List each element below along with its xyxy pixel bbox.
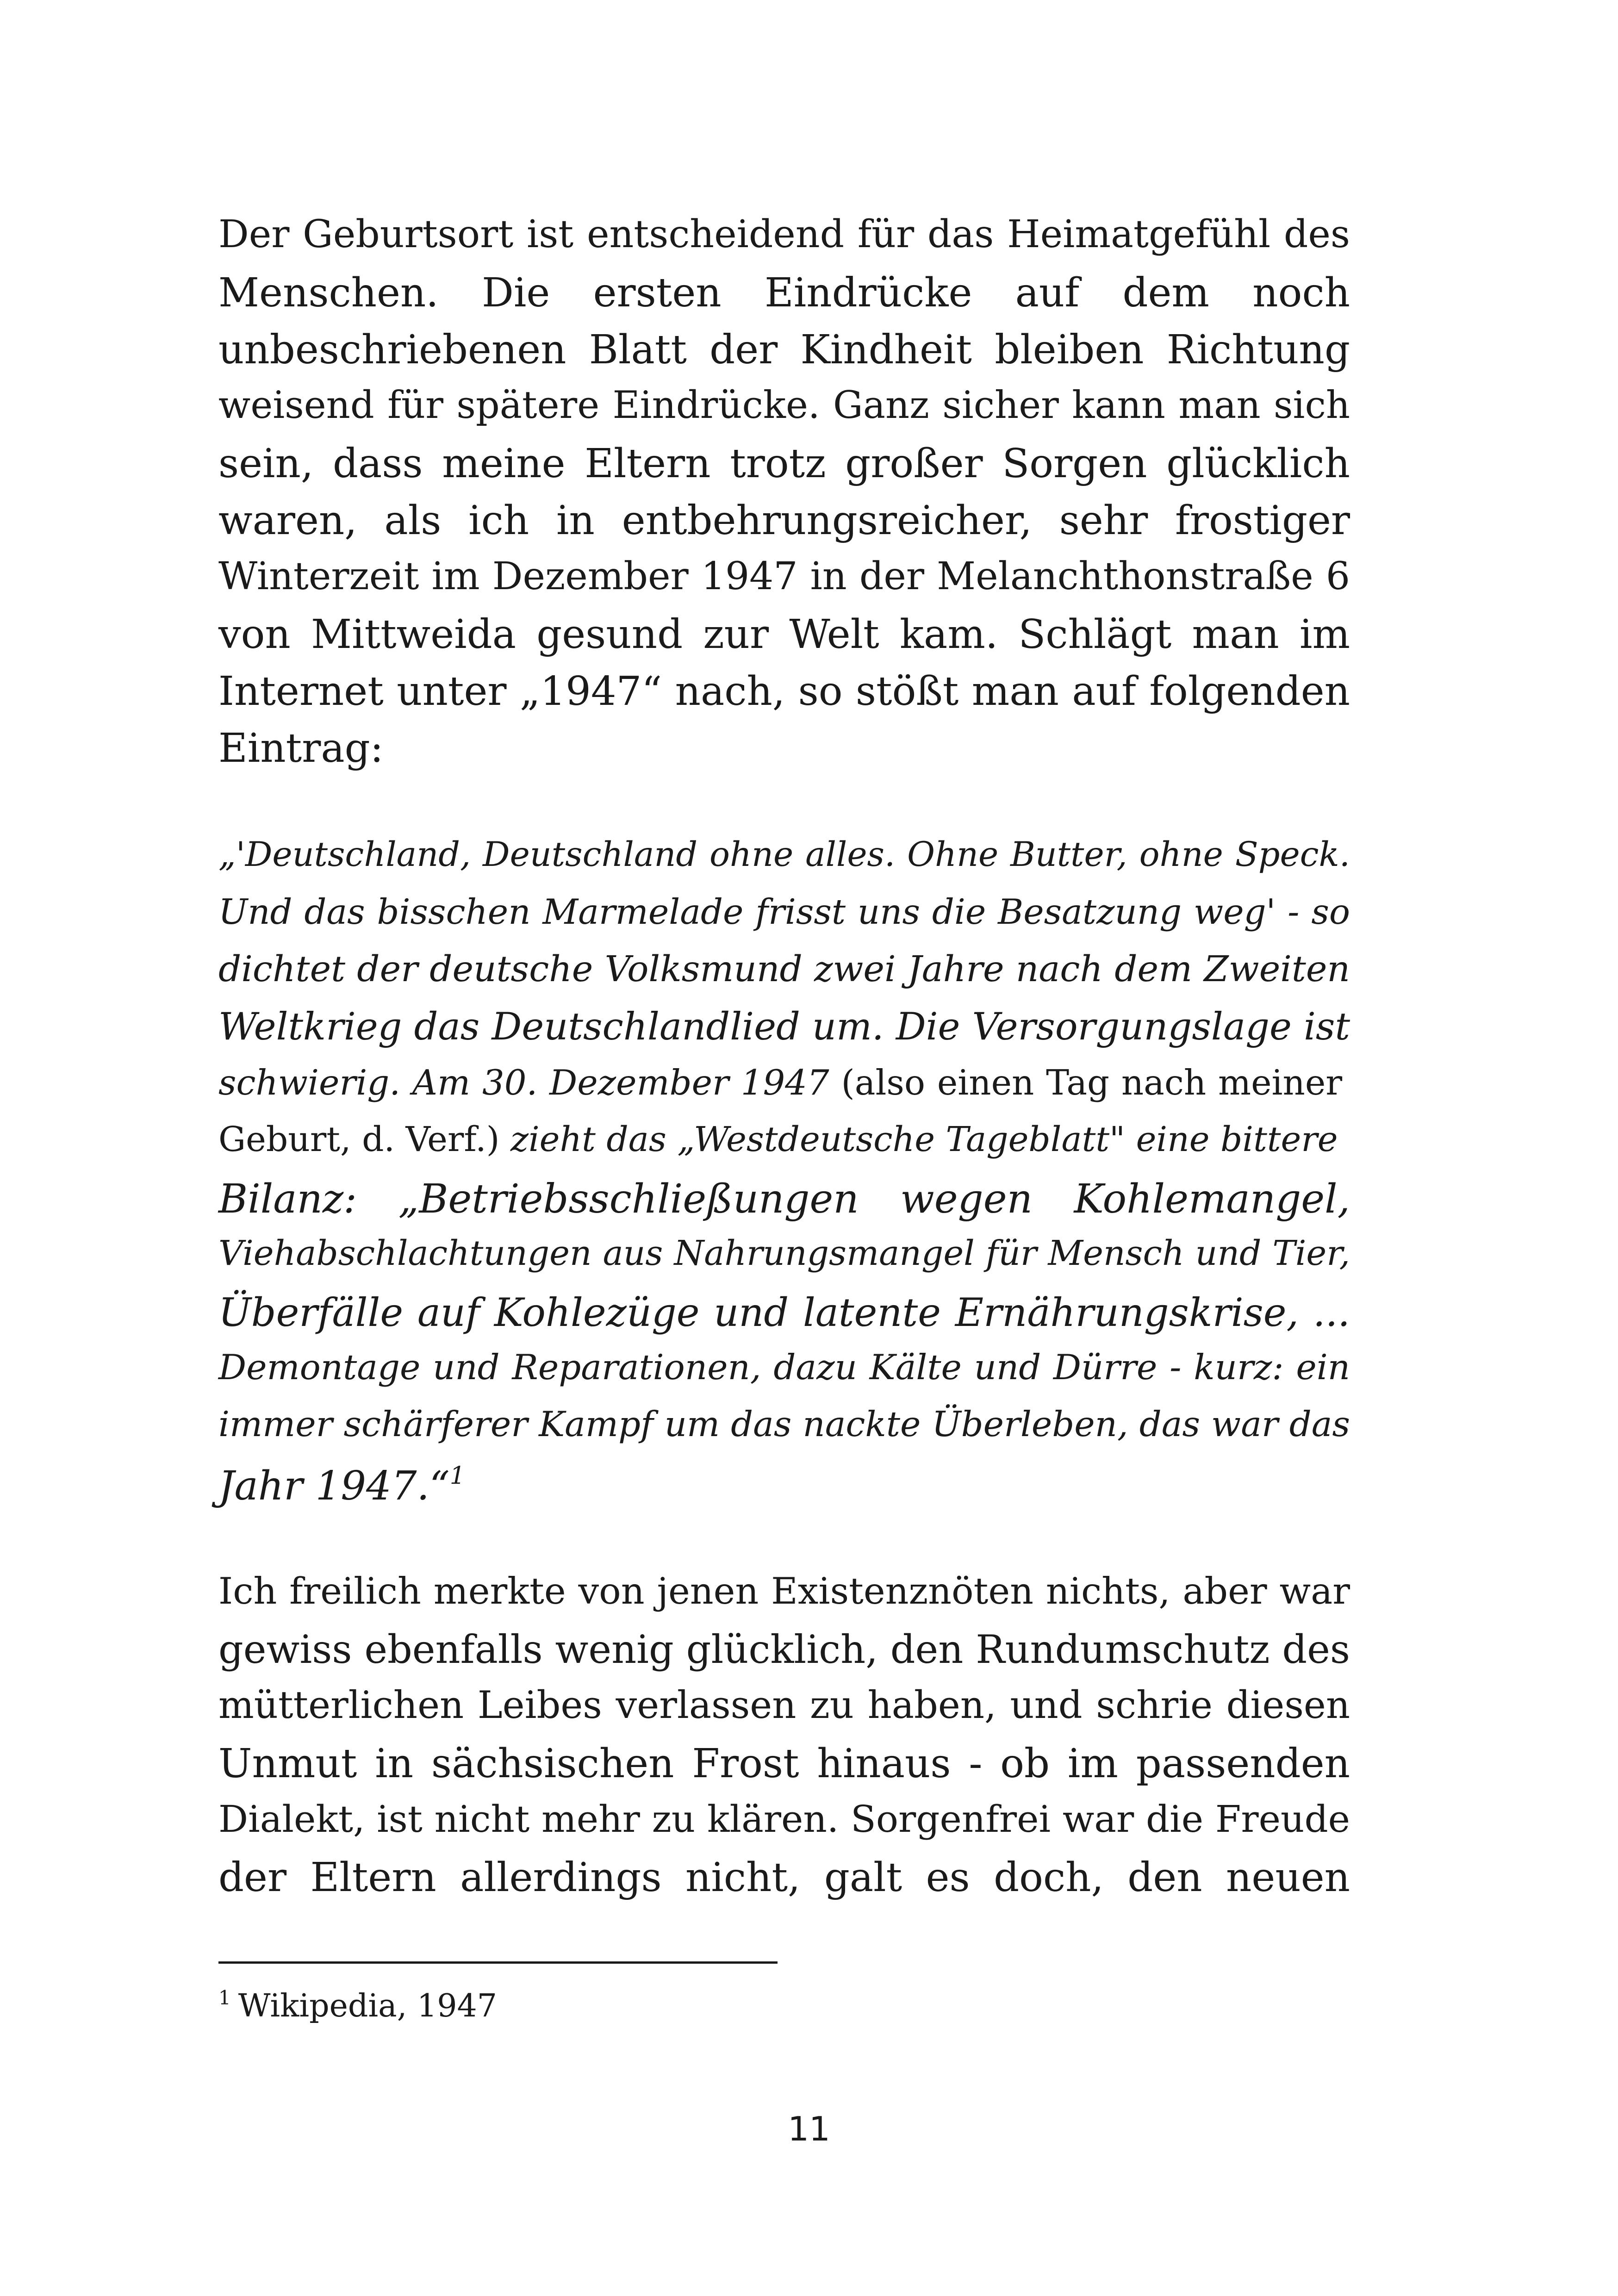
body-text-line: Ich freilich merkte von jenen Existenznöten nichts, aber war: [218, 1570, 1350, 1612]
page-number: 11: [788, 2109, 830, 2148]
body-text-line: Der Geburtsort ist entscheidend für das Heimatgefühl des: [218, 212, 1350, 256]
quote-line: Weltkrieg das Deutschlandlied um. Die Versorgungslage ist: [218, 1005, 1350, 1049]
quote-closing-text: Jahr 1947.“: [218, 1463, 450, 1509]
quote-line: Überfälle auf Kohlezüge und latente Ernährungskrise, ...: [218, 1290, 1350, 1335]
footnote-reference[interactable]: 1: [449, 1462, 465, 1490]
body-text-line: sein, dass meine Eltern trotz großer Sorgen glücklich: [218, 441, 1350, 487]
quote-line: Demontage und Reparationen, dazu Kälte und Dürre - kurz: ein: [218, 1347, 1350, 1388]
body-text-line: Dialekt, ist nicht mehr zu klären. Sorgenfrei war die Freude: [218, 1798, 1350, 1841]
body-text-line: Winterzeit im Dezember 1947 in der Melanchthonstraße 6: [218, 554, 1350, 598]
body-text-line: gewiss ebenfalls wenig glücklich, den Rundumschutz des: [218, 1627, 1350, 1672]
author-note-segment: Geburt, d. Verf.): [218, 1120, 500, 1159]
quote-line: Und das bisschen Marmelade frisst uns die Besatzung weg' - so: [218, 891, 1350, 932]
body-text-line: Menschen. Die ersten Eindrücke auf dem noch: [218, 270, 1350, 316]
quote-line-mixed: [218, 1122, 1350, 1157]
quote-line-mixed: [218, 1062, 1350, 1103]
quote-line: Bilanz: „Betriebsschließungen wegen Kohlemangel,: [218, 1176, 1350, 1222]
author-note-segment: (also einen Tag nach meiner: [829, 1062, 1343, 1103]
footnote: [218, 1988, 497, 2022]
body-text-line: Eintrag:: [218, 725, 384, 772]
body-text-line: Internet unter „1947“ nach, so stößt man auf folgenden: [218, 668, 1350, 715]
footnote-text: Wikipedia, 1947: [238, 1988, 498, 2024]
body-text-line: unbeschriebenen Blatt der Kindheit bleiben Richtung: [218, 327, 1350, 373]
quote-italic-segment: zieht das „Westdeutsche Tageblatt" eine bittere: [499, 1120, 1338, 1159]
body-text-line: von Mittweida gesund zur Welt kam. Schlägt man im: [218, 611, 1350, 658]
quote-italic-segment: schwierig. Am 30. Dezember 1947: [218, 1062, 829, 1103]
body-text-line: der Eltern allerdings nicht, galt es doch, den neuen: [218, 1854, 1350, 1901]
quote-line: [218, 1462, 1350, 1509]
quote-line: immer schärferer Kampf um das nackte Überleben, das war das: [218, 1404, 1350, 1444]
body-text-line: weisend für spätere Eindrücke. Ganz sicher kann man sich: [218, 384, 1350, 427]
body-text-line: waren, als ich in entbehrungsreicher, sehr frostiger: [218, 498, 1350, 544]
quote-line: dichtet der deutsche Volksmund zwei Jahre nach dem Zweiten: [218, 949, 1350, 990]
body-text-line: Unmut in sächsischen Frost hinaus - ob im passenden: [218, 1741, 1350, 1787]
footnote-number: 1: [218, 1986, 231, 2009]
quote-line: Viehabschlachtungen aus Nahrungsmangel für Mensch und Tier,: [218, 1233, 1350, 1273]
quote-line: „'Deutschland, Deutschland ohne alles. Ohne Butter, ohne Speck.: [218, 835, 1350, 874]
footnote-separator: [218, 1961, 778, 1964]
body-text-line: mütterlichen Leibes verlassen zu haben, und schrie diesen: [218, 1684, 1350, 1727]
